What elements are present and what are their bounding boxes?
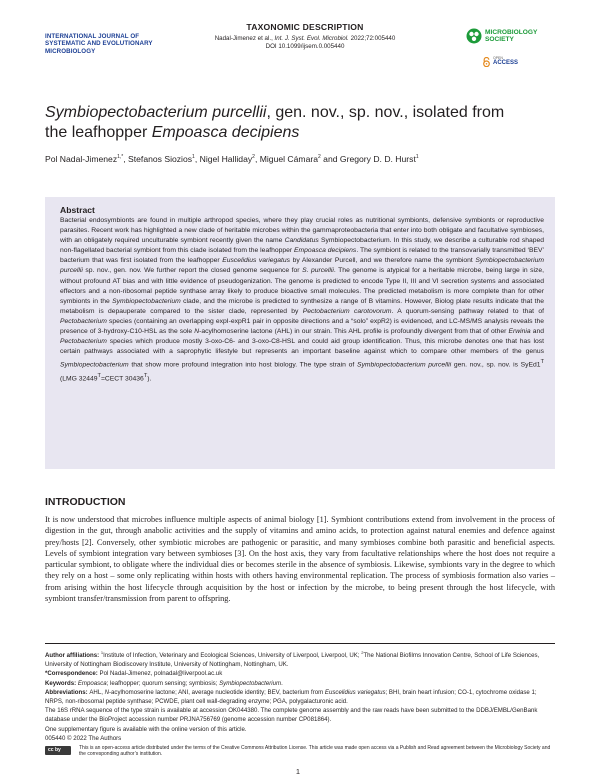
author-name: Miguel Cámara xyxy=(259,154,318,164)
text-run: species (containing an overlapping expI-expR1 pair in opposite directions and a “solo” expR2) is evidenced, and LC-MS/MS analysis reveals the presence of 3-hydroxy-C10-HSL as the sole xyxy=(60,317,544,336)
cc-by-badge[interactable]: cc by xyxy=(45,746,71,755)
open-access-badge xyxy=(482,57,542,67)
text-run: Symbiopectobacterium. In this study, we describe a culturable rod shaped non-flagellated bacterial symbiont from this clade isolated from the leafhopper xyxy=(60,237,544,255)
footnote-line xyxy=(45,734,555,743)
text-run: The National Biofilms Innovation Centre, School of Life Sciences, University of Nottingham Biodiscovery Institute, University of Nottingham, Nottingham, UK. xyxy=(45,652,540,669)
text-run: Bacterial endosymbionts are found in multiple arthropod species, where they play crucial roles as nutritional symbionts, defensive symbionts or reproductive parasites. Recent work has highlighted a new clade of heritable microbes within the gammaproteobacteria that enter into both obligate and facultative symbioses, with an obligately required unculturable symbiont recently given the name xyxy=(60,217,544,245)
text-run: Pol Nadal-Jimenez, polnadal@liverpool.ac.uk xyxy=(99,670,223,678)
text-run: ; leafhopper; quorum sensing; symbiosis; xyxy=(106,679,220,687)
text-run: sp. nov., gen. nov. We further report the closed genome sequence for xyxy=(82,267,303,275)
text-run: Author affiliations: xyxy=(45,652,101,660)
author-name: Pol Nadal-Jimenez xyxy=(45,154,118,164)
text-run: -acylhomoserine lactone; ANI, average nucleotide identity; BEV, bacterium from xyxy=(109,688,325,696)
text-run: Candidatus xyxy=(284,237,319,245)
text-run: AHL, xyxy=(89,688,105,696)
footnotes xyxy=(45,648,555,743)
text-run: . A quorum-sensing pathway related to that of xyxy=(391,307,544,315)
text-run: S. purcellii xyxy=(302,267,334,275)
text-run: Euscelidius variegatus xyxy=(324,688,386,696)
introduction-heading: INTRODUCTION xyxy=(45,496,126,508)
journal-name xyxy=(45,33,195,55)
footnote-line xyxy=(45,679,555,688)
text-run: 005440 © 2022 The Authors xyxy=(45,734,122,742)
text-run: N xyxy=(104,688,110,696)
text-run: Pectobacterium carotovorum xyxy=(302,307,392,315)
article-title: Symbiopectobacterium purcellii, gen. nov., sp. nov., isolated from the leafhopper Empoasca decipiens xyxy=(45,104,505,141)
text-run: by Alexander Purcell, and we therefore name the symbiont xyxy=(290,257,476,265)
article-type: TAXONOMIC DESCRIPTION xyxy=(246,22,364,32)
citation-line: Nadal-Jimenez et al., Int. J. Syst. Evol. Microbiol. 2022;72:005440 xyxy=(214,35,396,42)
doi-link[interactable]: DOI 10.1099/ijsem.0.005440 xyxy=(265,43,345,51)
text-run: T xyxy=(97,372,101,379)
journal-name-line-2: SYSTEMATIC AND EVOLUTIONARY xyxy=(45,40,153,48)
abstract-heading: Abstract xyxy=(60,205,95,215)
text-run: Symbiopectobacterium xyxy=(60,361,129,369)
text-run: . xyxy=(281,679,283,687)
article-header xyxy=(175,22,435,51)
text-run: that show more profound integration into host biology. The type strain of xyxy=(128,361,357,369)
text-run: clade, and the microbe is predicted to synthesize a range of B vitamins. However, Biolog plate results indicate that the metabolism is depauperate compared to the sister clade, represented by xyxy=(60,297,544,315)
text-run: Abbreviations: xyxy=(45,688,90,696)
page-number: 1 xyxy=(295,767,301,776)
text-run: =CECT 30436 xyxy=(100,374,144,382)
text-run: . The symbiont is related to the transovarially transmitted ‘BEV’ bacterium that was first isolated from the leafhopper xyxy=(60,247,544,265)
text-run: ; BHI, brain heart infusion; CO-1, cytochrome oxidase 1; NRPS, non-ribosomal peptide synthase; PCWDE, plant cell wall-degrading enzyme; PGA, polygalacturonic acid. xyxy=(45,688,537,706)
text-run: Euscelidius variegatus xyxy=(222,257,291,265)
text-run: T xyxy=(540,359,545,366)
text-run: (LMG 32449 xyxy=(60,374,98,382)
text-run: 2 xyxy=(361,650,364,655)
text-run: Pectobacterium xyxy=(60,338,107,346)
text-run: Empoasca xyxy=(77,679,107,687)
open-access-small-label: OPEN xyxy=(493,56,503,60)
text-run: 1 xyxy=(100,650,104,655)
text-run: Pectobacterium xyxy=(60,317,107,325)
text-run: One supplementary figure is available with the online version of this article. xyxy=(45,725,247,733)
author-name: Gregory D. D. Hurst xyxy=(339,154,416,164)
text-run: Institute of Infection, Veterinary and Ecological Sciences, University of Liverpool, Liverpool, UK; xyxy=(103,652,362,660)
text-run: species which produce mostly 3-oxo-C6- and 3-oxo-C8-HSL and could aid group identification. Thus, this microbe denotes one that has lost certain pathways associated with a saprophytic lifestyle but represents an important baseline against which to compare other members of the genus xyxy=(60,338,544,356)
text-run: N xyxy=(194,328,200,336)
text-run: Erwinia xyxy=(508,328,531,336)
footnote-line xyxy=(45,669,555,678)
text-run: The 16S rRNA sequence of the type strain is available at accession OK044380. The complete genome assembly and the raw reads have been submitted to the DDBJ/EMBL/GenBank database under the BioProject accession number PRJNA756769 (genome accession number CP081864). xyxy=(45,707,538,724)
journal-name-line-1: INTERNATIONAL JOURNAL OF xyxy=(45,33,140,40)
footnote-line xyxy=(45,725,555,734)
footnote-line xyxy=(45,688,555,706)
text-run: -acylhomoserine lactone (AHL) in our strain. This AHL profile is profoundly divergent from that of other xyxy=(199,328,509,336)
text-run: Symbiopectobacterium xyxy=(112,297,181,305)
text-run: T xyxy=(143,372,148,379)
abstract-body xyxy=(60,216,544,384)
text-run: *Correspondence: xyxy=(45,670,100,678)
footnote-line xyxy=(45,706,555,724)
author-name: Stefanos Siozios xyxy=(128,154,193,164)
journal-name-line-3: MICROBIOLOGY xyxy=(45,47,96,55)
microbiology-society-logo xyxy=(466,26,556,46)
author-list: Pol Nadal-Jimenez$^{1,*}$, Stefanos Siozios$^1$, Nigel Halliday$^2$, Miguel Cámara$^2$ and Gregory D. D. Hurst$^1$ xyxy=(45,154,419,164)
footnote-divider xyxy=(45,643,555,644)
license-text: This is an open-access article distributed under the terms of the Creative Commons Attribution License. This article was made open access via a Publish and Read agreement between the Microbiology Society and the corresponding author’s institution. xyxy=(79,745,551,758)
text-run: ). xyxy=(147,374,152,382)
introduction-body: It is now understood that microbes influence multiple aspects of animal biology [1]. Symbiont contributions extend from involvement in the process of digestion in the gut, through anabolic activities and the supply of vitamins and amino acids, to protection against natural enemies and defence against prey/hosts [2]. Conversely, other symbiotic microbes are pathogenic or parasitic, and many symbioses combine both parasitic and beneficial aspects. Levels of symbiont integration vary between symbioses [3]. On the host axis, they vary from facultative relationships where the host does not require a particular symbiont, to obligate where the individual dies or becomes sterile in the absence of symbiosis. Likewise, symbionts vary in the degree to which they rely on a host – some only replicating within hosts with others having environmental replication. The process of symbiosis formation also varies – from arising within the host lifecycle through acquisition by the host or infection by the microbe, to being present through the host lifecycle, with symbiont transfer/transmission from parent to offspring. xyxy=(45,515,555,604)
text-run: and xyxy=(530,328,544,336)
footnote-line xyxy=(45,648,555,669)
open-access-label: ACCESS xyxy=(493,60,519,66)
author-name: Nigel Halliday xyxy=(199,154,253,164)
license-notice xyxy=(45,745,555,759)
text-run: Keywords: xyxy=(45,679,78,687)
text-run: Symbiopectobacterium purcellii xyxy=(356,361,452,369)
text-run: Symbiopectobacterium xyxy=(219,679,282,687)
text-run: gen. nov., sp. nov. is SyEd1 xyxy=(451,361,541,369)
text-run: . The genome is atypical for a heritable microbe, being large in size, without profound AT bias and with little evidence of pseudogenization. The genome is predicted to encode Type II, III and VI secretion systems and associated effectors and a non-ribosomal peptide synthase array likely to produce bioactive small molecules. The predicted metabolism is more complete than for other symbionts in the xyxy=(60,267,545,305)
society-name: MICROBIOLOGY SOCIETY xyxy=(485,29,538,43)
open-lock-icon xyxy=(482,57,491,67)
text-run: Empoasca decipiens xyxy=(294,247,357,255)
text-run: Symbiopectobacterium purcellii xyxy=(60,257,544,275)
society-mark-icon xyxy=(466,28,482,44)
